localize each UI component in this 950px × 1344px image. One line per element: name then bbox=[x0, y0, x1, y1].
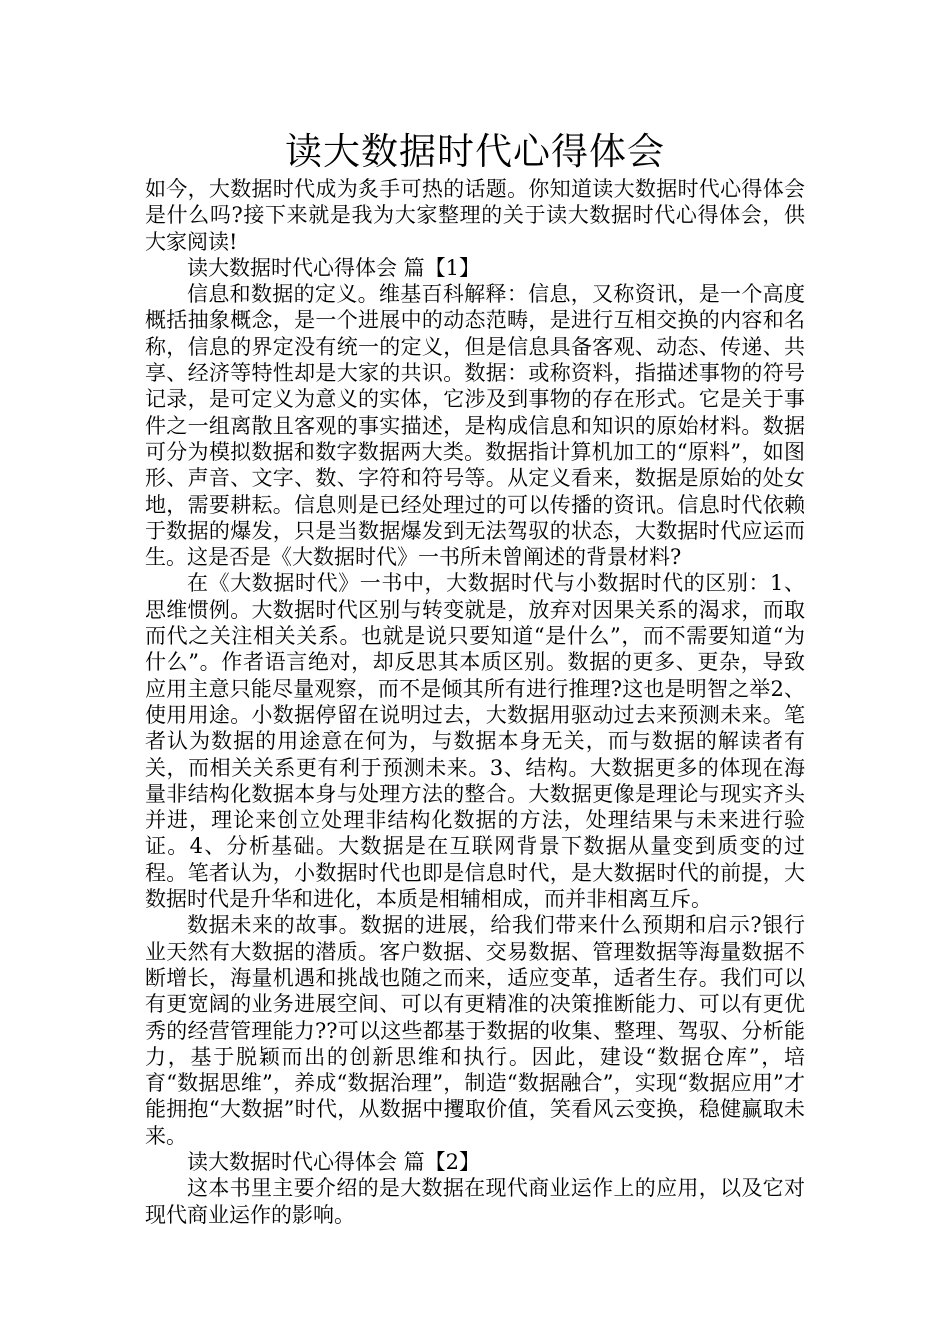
document-title: 读大数据时代心得体会 bbox=[285, 130, 665, 173]
section-2-heading: 读大数据时代心得体会 篇【2】 bbox=[187, 1149, 481, 1174]
section-1-paragraph-3: 数据未来的故事。数据的进展，给我们带来什么预期和启示?银行业天然有大数据的潜质。客户数据、交易数据、管理数据等海量数据不断增长，海量机遇和挑战也随之而来，适应变革，适者生存。我们可以有更宽阔的业务进展空间、可以有更精准的决策推断能力、可以有更优秀的经营管理能力??可以这些都基于数据的收集、整理、驾驭、分析能力，基于脱颖而出的创新思维和执行。因此，建设“数据仓库”，培育“数据思维”，养成“数据治理”，制造“数据融合”，实现“数据应用”才能拥抱“大数据”时代，从数据中攫取价值，笑看风云变换，稳健赢取未来。 bbox=[145, 913, 805, 1148]
section-1-heading: 读大数据时代心得体会 篇【1】 bbox=[187, 255, 481, 280]
section-1-paragraph-2: 在《大数据时代》一书中，大数据时代与小数据时代的区别：1、思维惯例。大数据时代区别与转变就是，放弃对因果关系的渴求，而取而代之关注相关关系。也就是说只要知道“是什么”，而不需要知道“为什么”。作者语言绝对，却反思其本质区别。数据的更多、更杂，导致应用主意只能尽量观察，而不是倾其所有进行推理?这也是明智之举2、使用用途。小数据停留在说明过去，大数据用驱动过去来预测未来。笔者认为数据的用途意在何为，与数据本身无关，而与数据的解读者有关，而相关关系更有利于预测未来。3、结构。大数据更多的体现在海量非结构化数据本身与处理方法的整合。大数据更像是理论与现实齐头并进，理论来创立处理非结构化数据的方法，处理结果与未来进行验证。4、分析基础。大数据是在互联网背景下数据从量变到质变的过程。笔者认为，小数据时代也即是信息时代，是大数据时代的前提，大数据时代是升华和进化，本质是相辅相成，而并非相离互斥。 bbox=[145, 571, 805, 912]
section-2-paragraph-1: 这本书里主要介绍的是大数据在现代商业运作上的应用，以及它对现代商业运作的影响。 bbox=[145, 1176, 805, 1227]
intro-paragraph: 如今，大数据时代成为炙手可热的话题。你知道读大数据时代心得体会是什么吗?接下来就是我为大家整理的关于读大数据时代心得体会，供大家阅读! bbox=[145, 177, 805, 254]
section-1-paragraph-1: 信息和数据的定义。维基百科解释：信息，又称资讯，是一个高度概括抽象概念，是一个进展中的动态范畴，是进行互相交换的内容和名称，信息的界定没有统一的定义，但是信息具备客观、动态、传递、共享、经济等特性却是大家的共识。数据：或称资料，指描述事物的符号记录，是可定义为意义的实体，它涉及到事物的存在形式。它是关于事件之一组离散且客观的事实描述，是构成信息和知识的原始材料。数据可分为模拟数据和数字数据两大类。数据指计算机加工的“原料”，如图形、声音、文字、数、字符和符号等。从定义看来，数据是原始的处女地，需要耕耘。信息则是已经处理过的可以传播的资讯。信息时代依赖于数据的爆发，只是当数据爆发到无法驾驭的状态，大数据时代应运而生。这是否是《大数据时代》一书所未曾阐述的背景材料? bbox=[145, 282, 805, 570]
document-page bbox=[145, 128, 805, 1228]
